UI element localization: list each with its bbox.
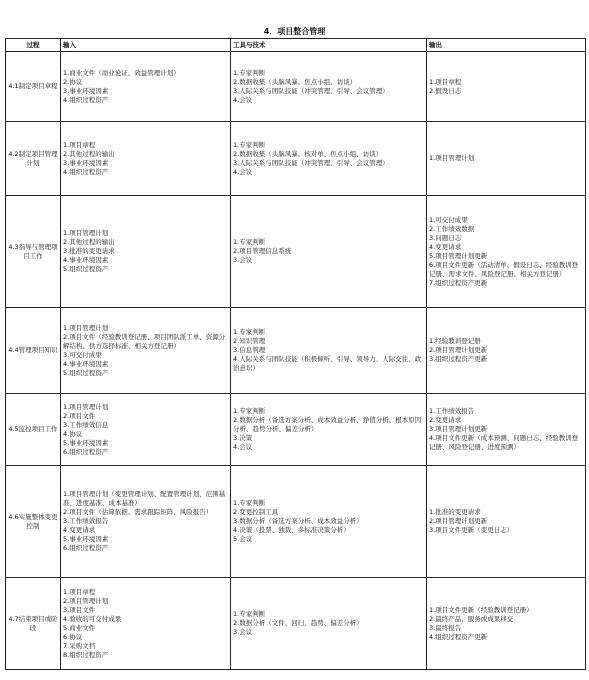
process-name: 4.2制定项目管理计划 (6, 122, 61, 196)
header-outputs: 输出 (427, 39, 586, 52)
tool-item: 4.人际关系与团队技能（积极倾听、引导、领导力、人际交往、政治意识） (233, 355, 422, 372)
process-name: 4.5监控项目工作 (6, 394, 61, 466)
input-item: 5.事业环境因素 (63, 535, 109, 543)
output-item: 5.项目管理计划更新 (429, 251, 488, 260)
output-item: 1.项目文件更新（经验教训登记册） (429, 605, 533, 614)
tool-item: 4.会议 (233, 167, 253, 176)
tools-cell (231, 394, 427, 466)
inputs-cell (61, 122, 231, 196)
tool-item: 1.专家判断 (233, 328, 266, 336)
output-item: 3.组织过程资产更新 (429, 355, 488, 363)
table-row (6, 122, 586, 196)
input-item: 2.项目文件 (63, 411, 96, 420)
output-item: 2.假设日志 (429, 86, 462, 95)
input-item: 4.事业环境因素 (63, 359, 109, 368)
input-item: 1.项目章程 (63, 587, 96, 596)
input-item: 3.工作绩效信息 (63, 420, 109, 429)
tools-cell (231, 52, 427, 122)
output-item: 3.项目文件更新（变更日志） (429, 526, 514, 534)
input-item: 3.项目文件 (63, 605, 96, 614)
input-item: 5.组织过程资产 (63, 265, 109, 273)
tool-item: 3.数据分析（备选方案分析、成本效益分析） (233, 517, 363, 525)
header-process: 过程 (6, 39, 61, 52)
tools-cell (231, 578, 427, 670)
tool-item: 1.专家判断 (233, 68, 266, 77)
input-item: 5.事业环境因素 (63, 438, 109, 447)
tool-item: 4.决策（投票、独裁、多标准决策分析） (233, 526, 350, 534)
outputs-cell (427, 196, 586, 308)
output-item: 1.项目管理计划 (429, 154, 475, 162)
output-item: 3.项目管理计划更新 (429, 425, 488, 433)
input-item: 1.项目章程 (63, 140, 96, 149)
tool-item: 3.人际关系与团队技能（冲突管理、引导、会议管理） (233, 86, 389, 95)
output-item: 3.最终报告 (429, 623, 462, 632)
inputs-cell (61, 52, 231, 122)
output-item: 1.工作绩效报告 (429, 407, 475, 415)
input-item: 6.组织过程资产 (63, 544, 109, 552)
tool-item: 5.会议 (233, 535, 253, 543)
tool-item: 2.项目管理信息系统 (233, 247, 292, 255)
inputs-cell (61, 466, 231, 578)
header-tools: 工具与技术 (231, 39, 427, 52)
tools-cell (231, 466, 427, 578)
input-item: 1.项目管理计划 (63, 229, 109, 237)
input-item: 7.采购文档 (63, 641, 96, 650)
input-item: 1.项目管理计划 (63, 323, 109, 332)
input-item: 3.事业环境因素 (63, 86, 109, 95)
outputs-cell (427, 308, 586, 394)
tool-item: 4.会议 (233, 443, 253, 451)
process-name: 4.3指导与管理项目工作 (6, 196, 61, 308)
input-item: 1.项目管理计划 (63, 402, 109, 411)
tool-item: 1.专家判断 (233, 238, 266, 246)
output-item: 3.问题日志 (429, 233, 462, 242)
output-item: 7.组织过程资产更新 (429, 278, 488, 287)
process-name: 4.4管理项目知识 (6, 308, 61, 394)
tools-cell (231, 196, 427, 308)
table-row (6, 578, 586, 670)
input-item: 2.协议 (63, 77, 83, 86)
table-row (6, 466, 586, 578)
input-item: 2.项目文件（估算依据、需求跟踪矩阵、风险报告） (63, 508, 213, 516)
inputs-cell (61, 578, 231, 670)
input-item: 4.组织过程资产 (63, 167, 109, 176)
tool-item: 2.数据收集（头脑风暴、核对单、焦点小组、访谈） (233, 149, 383, 158)
input-item: 4.变更请求 (63, 526, 96, 534)
output-item: 1.可交付成果 (429, 215, 468, 224)
tool-item: 1.专家判断 (233, 610, 266, 618)
tool-item: 2.数据分析（文件、回归、趋势、偏差分析） (233, 619, 363, 627)
input-item: 2.项目文件（经验教训登记册、项目团队派工单、资源分解结构、供方选择标准、相关方登记册） (63, 332, 226, 350)
input-item: 1.商业文件（商业论证、效益管理计划） (63, 68, 180, 77)
input-item: 5.商业文件 (63, 623, 96, 632)
table-row (6, 394, 586, 466)
table-header-row (6, 39, 586, 52)
output-item: 1.经验教训登记册 (429, 337, 481, 345)
inputs-cell (61, 196, 231, 308)
outputs-cell (427, 394, 586, 466)
table-body (6, 52, 586, 670)
input-item: 6.组织过程资产 (63, 447, 109, 456)
output-item: 1.项目章程 (429, 77, 462, 86)
table-row (6, 308, 586, 394)
input-item: 2.其他过程的输出 (63, 149, 115, 158)
input-item: 4.协议 (63, 429, 83, 438)
input-item: 2.项目管理计划 (63, 596, 109, 605)
tool-item: 3.信息管理 (233, 346, 266, 354)
input-item: 5.组织过程资产 (63, 368, 109, 377)
input-item: 3.事业环境因素 (63, 158, 109, 167)
input-item: 2.其他过程的输出 (63, 238, 115, 246)
tool-item: 3.决策 (233, 434, 253, 442)
outputs-cell (427, 52, 586, 122)
process-name: 4.6实施整体变更控制 (6, 466, 61, 578)
output-item: 4.组织过程资产更新 (429, 632, 488, 641)
tool-item: 3.人际关系与团队技能（冲突管理、引导、会议管理） (233, 158, 389, 167)
input-item: 6.协议 (63, 632, 83, 641)
inputs-cell (61, 308, 231, 394)
inputs-cell (61, 394, 231, 466)
output-item: 1.批准的变更请求 (429, 508, 481, 516)
tool-item: 1.专家判断 (233, 499, 266, 507)
tools-cell (231, 122, 427, 196)
process-name: 4.1制定项目章程 (6, 52, 61, 122)
tool-item: 1.专家判断 (233, 140, 266, 149)
output-item: 2.变更请求 (429, 416, 462, 424)
integration-management-table (5, 38, 586, 670)
tool-item: 1.专家判断 (233, 407, 266, 415)
outputs-cell (427, 466, 586, 578)
output-item: 4.变更请求 (429, 242, 462, 251)
process-name: 4.7结束项目或阶段 (6, 578, 61, 670)
input-item: 4.验收的可交付成果 (63, 614, 122, 623)
output-item: 4.项目文件更新（成本预测、问题日志、经验教训登记册、风险登记册、进度预测） (429, 434, 579, 451)
section-title: 4．项目整合管理 (263, 27, 326, 36)
output-item: 2.最终产品、服务或成果移交 (429, 614, 514, 623)
header-inputs: 输入 (61, 39, 231, 52)
output-item: 2.工作绩效数据 (429, 224, 475, 233)
input-item: 3.可交付成果 (63, 350, 102, 359)
input-item: 3.批准的变更请求 (63, 247, 115, 255)
table-row (6, 196, 586, 308)
input-item: 4.组织过程资产 (63, 95, 109, 104)
tools-cell (231, 308, 427, 394)
input-item: 1.项目管理计划（变更管理计划、配置管理计划、范围基准、进度基准、成本基准） (63, 490, 226, 507)
table-row (6, 52, 586, 122)
output-item: 6.项目文件更新（活动清单、假设日志、经验教训登记册、需求文件、风险登记册、相关方登记册） (429, 260, 579, 278)
input-item: 4.事业环境因素 (63, 256, 109, 264)
tool-item: 3.会议 (233, 628, 253, 636)
outputs-cell (427, 578, 586, 670)
outputs-cell (427, 122, 586, 196)
tool-item: 2.数据收集（头脑风暴、焦点小组、访谈） (233, 77, 357, 86)
tool-item: 2.知识管理 (233, 337, 266, 345)
tool-item: 3.会议 (233, 256, 253, 264)
tool-item: 4.会议 (233, 95, 253, 104)
tool-item: 2.数据分析（备选方案分析、成本效益分析、挣值分析、根本原因分析、趋势分析、偏差分析） (233, 416, 422, 433)
tool-item: 2.变更控制工具 (233, 508, 279, 516)
output-item: 2.项目管理计划更新 (429, 517, 488, 525)
output-item: 2.项目管理计划更新 (429, 346, 488, 354)
input-item: 3.工作绩效报告 (63, 517, 109, 525)
input-item: 8.组织过程资产 (63, 650, 109, 659)
